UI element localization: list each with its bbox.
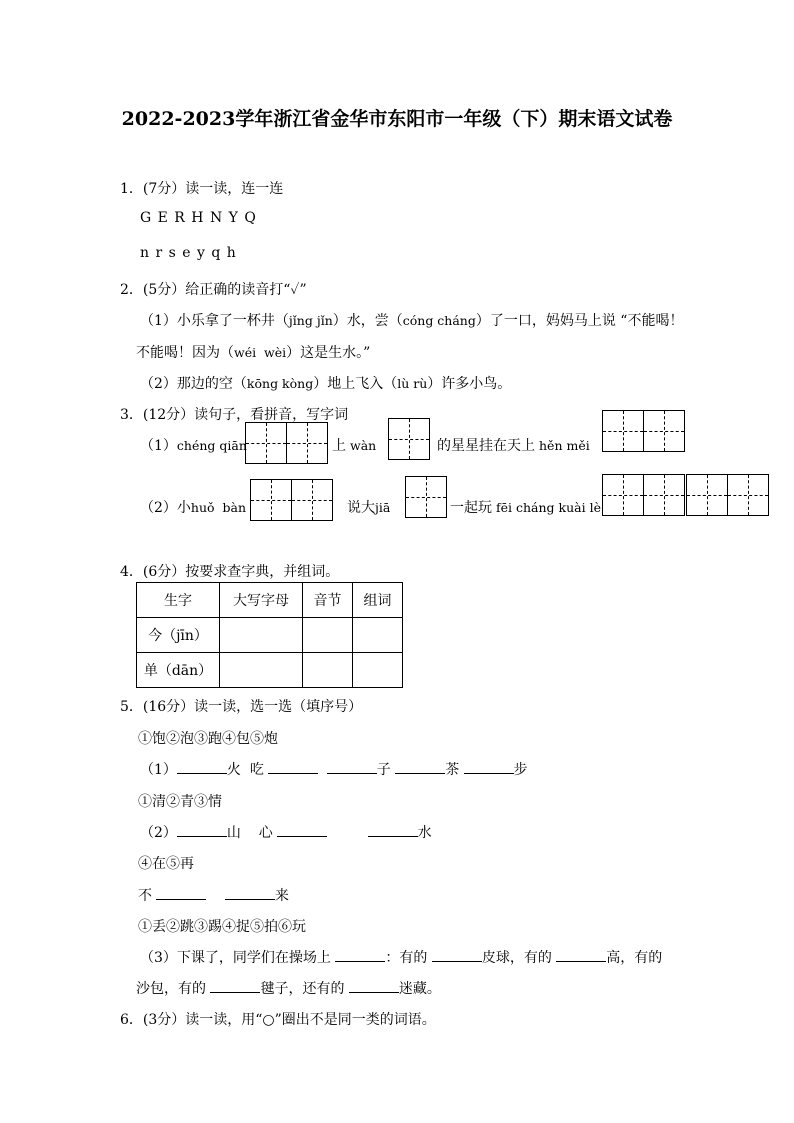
writing-grid-feichangkuaile[interactable] [602,474,769,516]
q3-s1-end [437,435,590,455]
writing-cell[interactable] [286,422,328,464]
sentence-text: （1）小乐拿了一杯井（ [140,313,289,329]
sentence-text: （1） [140,762,177,778]
sentence-text: ）地上飞入（ [313,376,398,392]
sentence-text: 毽子，还有的 [260,981,345,997]
answer-blank[interactable] [395,760,445,774]
answer-blank[interactable] [432,948,482,962]
fill-line-4 [140,947,662,967]
option-group-4: ①丢②跳③踢④捉⑤拍⑥玩 [138,919,306,935]
question-2-quote-end: ” [299,282,307,298]
answer-blank[interactable] [210,979,260,993]
writing-cell[interactable] [643,474,685,516]
option-group-2: ①清②青③情 [138,794,222,810]
pinyin-option: cóng cháng [402,313,476,328]
answer-blank[interactable] [156,886,206,900]
sentence-text: 茶 [445,762,460,778]
writing-cell[interactable] [250,479,292,521]
sentence-text: 步 [513,762,528,778]
dictionary-table [136,582,403,688]
writing-cell[interactable] [245,422,287,464]
table-header: 生字 [137,583,220,618]
answer-cell[interactable] [220,618,303,653]
sentence-text: 子 [376,762,391,778]
check-mark-icon: ✓ [290,282,300,298]
writing-grid-chengqian[interactable] [245,422,328,464]
sentence-text: 火 吃 [226,762,264,778]
pinyin-prompt: wàn [350,438,377,453]
q3-s1-prefix [140,435,247,455]
fill-line-2 [140,822,432,842]
sentence-text: 皮球，有的 [481,950,552,966]
sentence-text: 山 心 [226,825,273,841]
answer-blank[interactable] [335,948,385,962]
writing-cell[interactable] [388,418,430,460]
answer-blank[interactable] [225,886,275,900]
sentence-text: 说大 [347,500,375,516]
answer-cell[interactable] [303,618,353,653]
writing-cell[interactable] [405,476,447,518]
sentence-text: 水 [417,825,432,841]
q3-s2-end [450,497,601,517]
fill-line-1 [140,759,528,779]
pinyin-prompt: hěn měi [539,438,590,453]
fill-line-3 [138,885,289,905]
writing-cell[interactable] [602,410,644,452]
question-2-text: 2．(5分）给正确的读音打“ [120,282,291,298]
answer-blank[interactable] [556,948,606,962]
question-4-label: 4．(6分）按要求查字典，并组词。 [120,564,340,580]
table-header: 组词 [353,583,403,618]
sentence-text: 的星星挂在天上 [437,438,535,454]
answer-cell[interactable] [220,653,303,688]
pinyin-prompt: chéng qiān [176,438,247,453]
writing-cell[interactable] [291,479,333,521]
q3-s2-prefix [140,497,246,517]
sentence-text: （1） [140,438,177,454]
table-cell-char: 单（dān） [137,653,220,688]
table-header-row [137,583,403,618]
question-2-line-1 [140,310,683,330]
question-2-line-3 [140,373,511,393]
answer-cell[interactable] [353,653,403,688]
sentence-text: （2）那边的空（ [140,376,247,392]
sentence-text: （2） [140,825,177,841]
pinyin-option: lù rù [397,376,428,391]
question-1-label: 1．(7分）读一读，连一连 [120,181,284,197]
answer-blank[interactable] [268,760,318,774]
table-row [137,653,403,688]
answer-blank[interactable] [177,760,227,774]
uppercase-letters: G E R H N Y Q [140,210,257,226]
sentence-text: （2）小 [140,500,191,516]
sentence-text: 上 [332,438,346,454]
answer-blank[interactable] [277,823,327,837]
option-group-1: ①饱②泡③跑④包⑤炮 [138,731,278,747]
lowercase-letters: n r s e y q h [140,245,237,261]
sentence-text: 沙包，有的 [136,981,206,997]
sentence-text: （3）下课了，同学们在操场上 [140,950,331,966]
table-header: 大写字母 [220,583,303,618]
answer-blank[interactable] [177,823,227,837]
pinyin-prompt: jiā [375,500,391,515]
answer-blank[interactable] [327,760,377,774]
sentence-text: 来 [274,888,289,904]
question-2-label [120,279,307,299]
table-cell-char: 今（jīn） [137,618,220,653]
option-group-3: ④在⑤再 [138,856,194,872]
question-6-label: 6．(3分）读一读，用“○”圈出不是同一类的词语。 [120,1012,436,1028]
question-3-label: 3．(12分）读句子，看拼音，写字词 [120,407,349,423]
writing-cell[interactable] [686,474,728,516]
sentence-text: ：有的 [385,950,428,966]
answer-blank[interactable] [368,823,418,837]
pinyin-option: jǐng jǐn [288,313,333,328]
writing-grid-jia[interactable] [405,476,447,518]
answer-blank[interactable] [464,760,514,774]
fill-line-5 [136,978,441,998]
page-title: 2022-2023学年浙江省金华市东阳市一年级（下）期末语文试卷 [121,108,673,130]
writing-grid-huoban[interactable] [250,479,333,521]
question-5-label: 5．(16分）读一读，选一选（填序号） [120,699,363,715]
sentence-text: 迷藏。 [398,981,441,997]
pinyin-prompt: fēi cháng kuài lè [496,500,601,515]
sentence-text: ）许多小鸟。 [427,376,512,392]
answer-cell[interactable] [303,653,353,688]
question-2-line-2 [136,342,370,362]
sentence-text: ）了一口，妈妈马上说 “不能喝！ [475,313,684,329]
sentence-text: ）这是生水。” [286,345,371,361]
writing-cell[interactable] [643,410,685,452]
pinyin-prompt: huǒ bàn [190,500,246,515]
sentence-text: 高，有的 [606,950,663,966]
answer-blank[interactable] [349,979,399,993]
sentence-text: 一起玩 [450,500,492,516]
sentence-text: 不 [138,888,152,904]
sentence-text: ）水，尝（ [332,313,403,329]
pinyin-option: kōng kòng [246,376,314,391]
sentence-text: 不能喝！因为（ [136,345,234,361]
writing-grid-henmei[interactable] [602,410,685,452]
writing-grid-wan[interactable] [388,418,430,460]
pinyin-option: wéi wèi [234,345,287,360]
writing-cell[interactable] [727,474,769,516]
table-row [137,618,403,653]
q3-s1-mid [332,435,376,455]
writing-cell[interactable] [602,474,644,516]
q3-s2-mid [347,497,390,517]
answer-cell[interactable] [353,618,403,653]
table-header: 音节 [303,583,353,618]
